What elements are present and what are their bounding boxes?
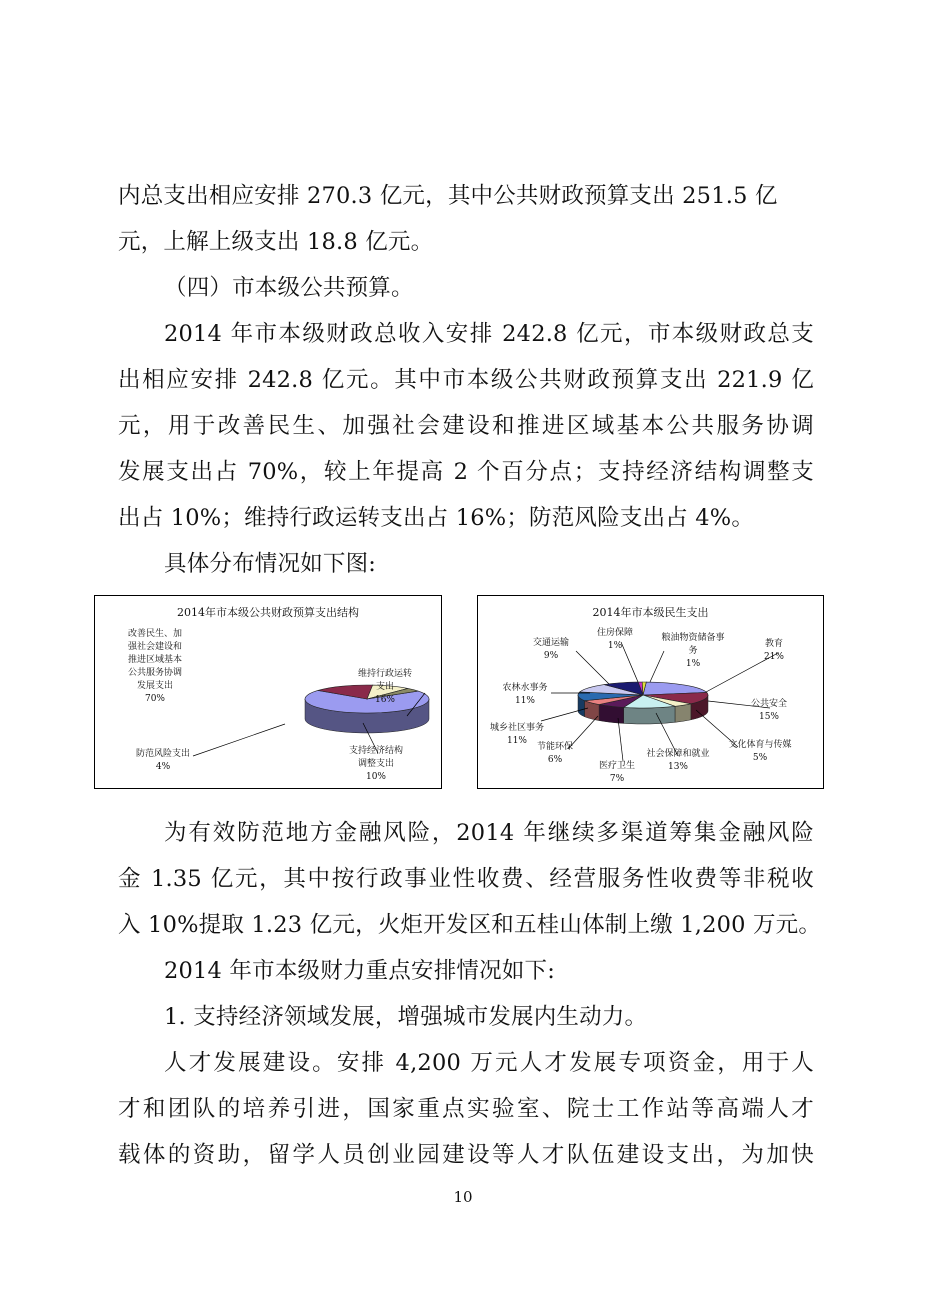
slice-label: 医疗卫生 7% [598, 761, 636, 784]
slice-label: 防范风险支出 4% [135, 749, 191, 772]
chart-title: 2014年市本级公共财政预算支出结构 [177, 606, 359, 619]
slice-label: 城乡社区事务 11% [489, 723, 545, 746]
text-line: 人才发展建设。安排 4,200 万元人才发展专项资金，用于人 [164, 1050, 814, 1076]
pie-chart [478, 596, 823, 788]
pie-tops [305, 685, 429, 713]
slice-label: 交通运输 9% [532, 638, 570, 661]
slice-label: 维持行政运转支出 16% [357, 669, 413, 705]
text-line: 具体分布情况如下图: [164, 551, 377, 577]
leader-line [650, 651, 664, 682]
pie-labels [128, 627, 425, 782]
section-heading: 1. 支持经济领域发展，增强城市发展内生动力。 [164, 1004, 648, 1030]
text-line: 2014 年市本级财政总收入安排 242.8 亿元，市本级财政总支 [164, 321, 814, 347]
slice-label: 教育 21% [763, 639, 785, 662]
pie-slice-side [675, 704, 691, 723]
slice-label: 社会保障和就业 13% [646, 749, 710, 772]
section-heading: （四）市本级公共预算。 [164, 275, 414, 301]
leader-line [618, 718, 623, 761]
text-line: 金 1.35 亿元，其中按行政事业性收费、经营服务性收费等非税收 [118, 866, 814, 892]
slice-label: 支持经济结构调整支出 10% [348, 746, 404, 782]
slice-label: 农林水事务 11% [502, 683, 548, 706]
text-line: 出相应安排 242.8 亿元。其中市本级公共财政预算支出 221.9 亿 [118, 367, 814, 393]
text-line: 元，用于改善民生、加强社会建设和推进区域基本公共服务协调 [118, 413, 814, 439]
pie-tops [578, 682, 708, 708]
pie-slice-side [624, 706, 675, 724]
leader-line [576, 651, 609, 684]
text-line: 出占 10%；维持行政运转支出占 16%；防范风险支出占 4%。 [118, 505, 755, 531]
text-line: 才和团队的培养引进，国家重点实验室、院士工作站等高端人才 [118, 1096, 814, 1122]
page-number: 10 [453, 1188, 473, 1206]
slice-label: 公共安全 15% [750, 699, 788, 722]
text-line: 发展支出占 70%，较上年提高 2 个百分点；支持经济结构调整支 [118, 459, 814, 485]
text-line: 2014 年市本级财力重点安排情况如下: [164, 958, 555, 984]
text-line: 为有效防范地方金融风险，2014 年继续多渠道筹集金融风险 [164, 820, 814, 846]
chart-expenditure-structure [94, 595, 442, 789]
text-line: 载体的资助，留学人员创业园建设等人才队伍建设支出，为加快 [118, 1142, 814, 1168]
text-line: 元，上解上级支出 18.8 亿元。 [118, 229, 434, 255]
leader-line [193, 724, 285, 756]
leader-line [621, 642, 638, 682]
slice-label: 粮油物资储备事务 1% [661, 633, 725, 669]
text-line: 内总支出相应安排 270.3 亿元，其中公共财政预算支出 251.5 亿 [118, 183, 778, 209]
slice-label: 住房保障 1% [596, 628, 634, 651]
slice-label: 改善民生、加强社会建设和推进区域基本公共服务协调发展支出 70% [127, 629, 183, 704]
pie-chart [95, 596, 441, 788]
slice-label: 文化体育与传媒 5% [728, 740, 792, 763]
text-line: 入 10%提取 1.23 亿元，火炬开发区和五桂山体制上缴 1,200 万元。 [118, 912, 822, 938]
chart-title: 2014年市本级民生支出 [592, 606, 709, 619]
slice-label: 节能环保 6% [536, 742, 574, 765]
chart-livelihood-spending [477, 595, 824, 789]
